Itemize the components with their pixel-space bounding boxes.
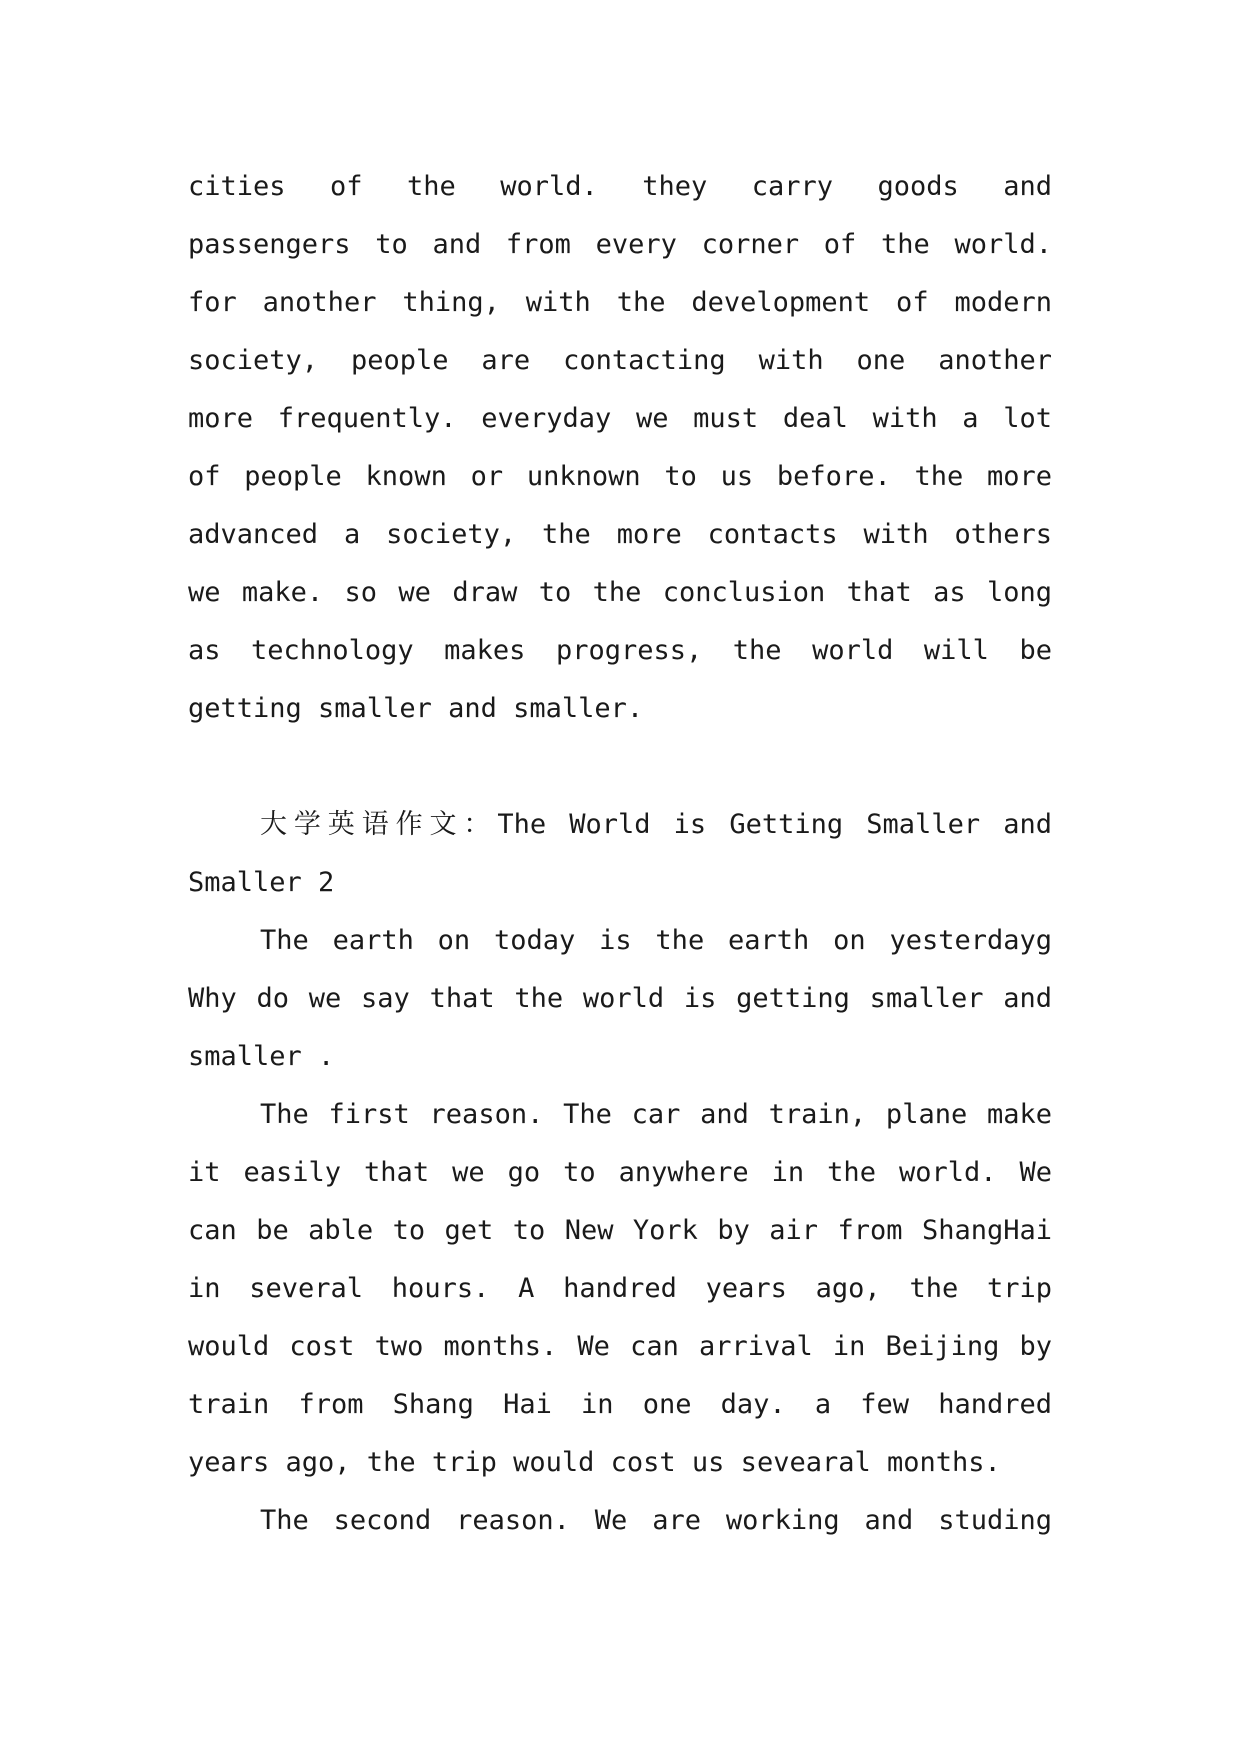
- text-line: advanced a society, the more contacts with others: [188, 519, 1052, 550]
- essay-heading: [188, 796, 1052, 912]
- text-line: in several hours. A handred years ago, the trip: [188, 1273, 1052, 1304]
- text-line: of people known or unknown to us before. the more: [188, 461, 1052, 492]
- paragraph-intro: [188, 912, 1052, 1086]
- heading-line: Smaller 2: [188, 867, 335, 898]
- text-line: can be able to get to New York by air from ShangHai: [188, 1215, 1052, 1246]
- paragraph-second-reason: [188, 1492, 1052, 1550]
- text-line: The second reason. We are working and studing: [260, 1505, 1052, 1536]
- text-line: we make. so we draw to the conclusion that as long: [188, 577, 1052, 608]
- heading-line: 大学英语作文：The World is Getting Smaller and: [260, 809, 1052, 840]
- previous-essay-ending: [188, 158, 1052, 738]
- text-line: The first reason. The car and train, plane make: [260, 1099, 1052, 1130]
- text-line: for another thing, with the development of modern: [188, 287, 1052, 318]
- text-line: The earth on today is the earth on yesterdayg: [260, 925, 1052, 956]
- text-line: train from Shang Hai in one day. a few handred: [188, 1389, 1052, 1420]
- paragraph-first-reason: [188, 1086, 1052, 1492]
- text-line: smaller .: [188, 1041, 335, 1072]
- text-line: would cost two months. We can arrival in Beijing by: [188, 1331, 1052, 1362]
- text-line: cities of the world. they carry goods and: [188, 171, 1052, 202]
- text-line: Why do we say that the world is getting smaller and: [188, 983, 1052, 1014]
- text-line: getting smaller and smaller.: [188, 693, 644, 724]
- text-line: as technology makes progress, the world will be: [188, 635, 1052, 666]
- text-line: society, people are contacting with one another: [188, 345, 1052, 376]
- text-line: more frequently. everyday we must deal with a lot: [188, 403, 1052, 434]
- text-line: passengers to and from every corner of the world.: [188, 229, 1052, 260]
- text-line: years ago, the trip would cost us sevearal months.: [188, 1447, 1001, 1478]
- text-line: it easily that we go to anywhere in the world. We: [188, 1157, 1052, 1188]
